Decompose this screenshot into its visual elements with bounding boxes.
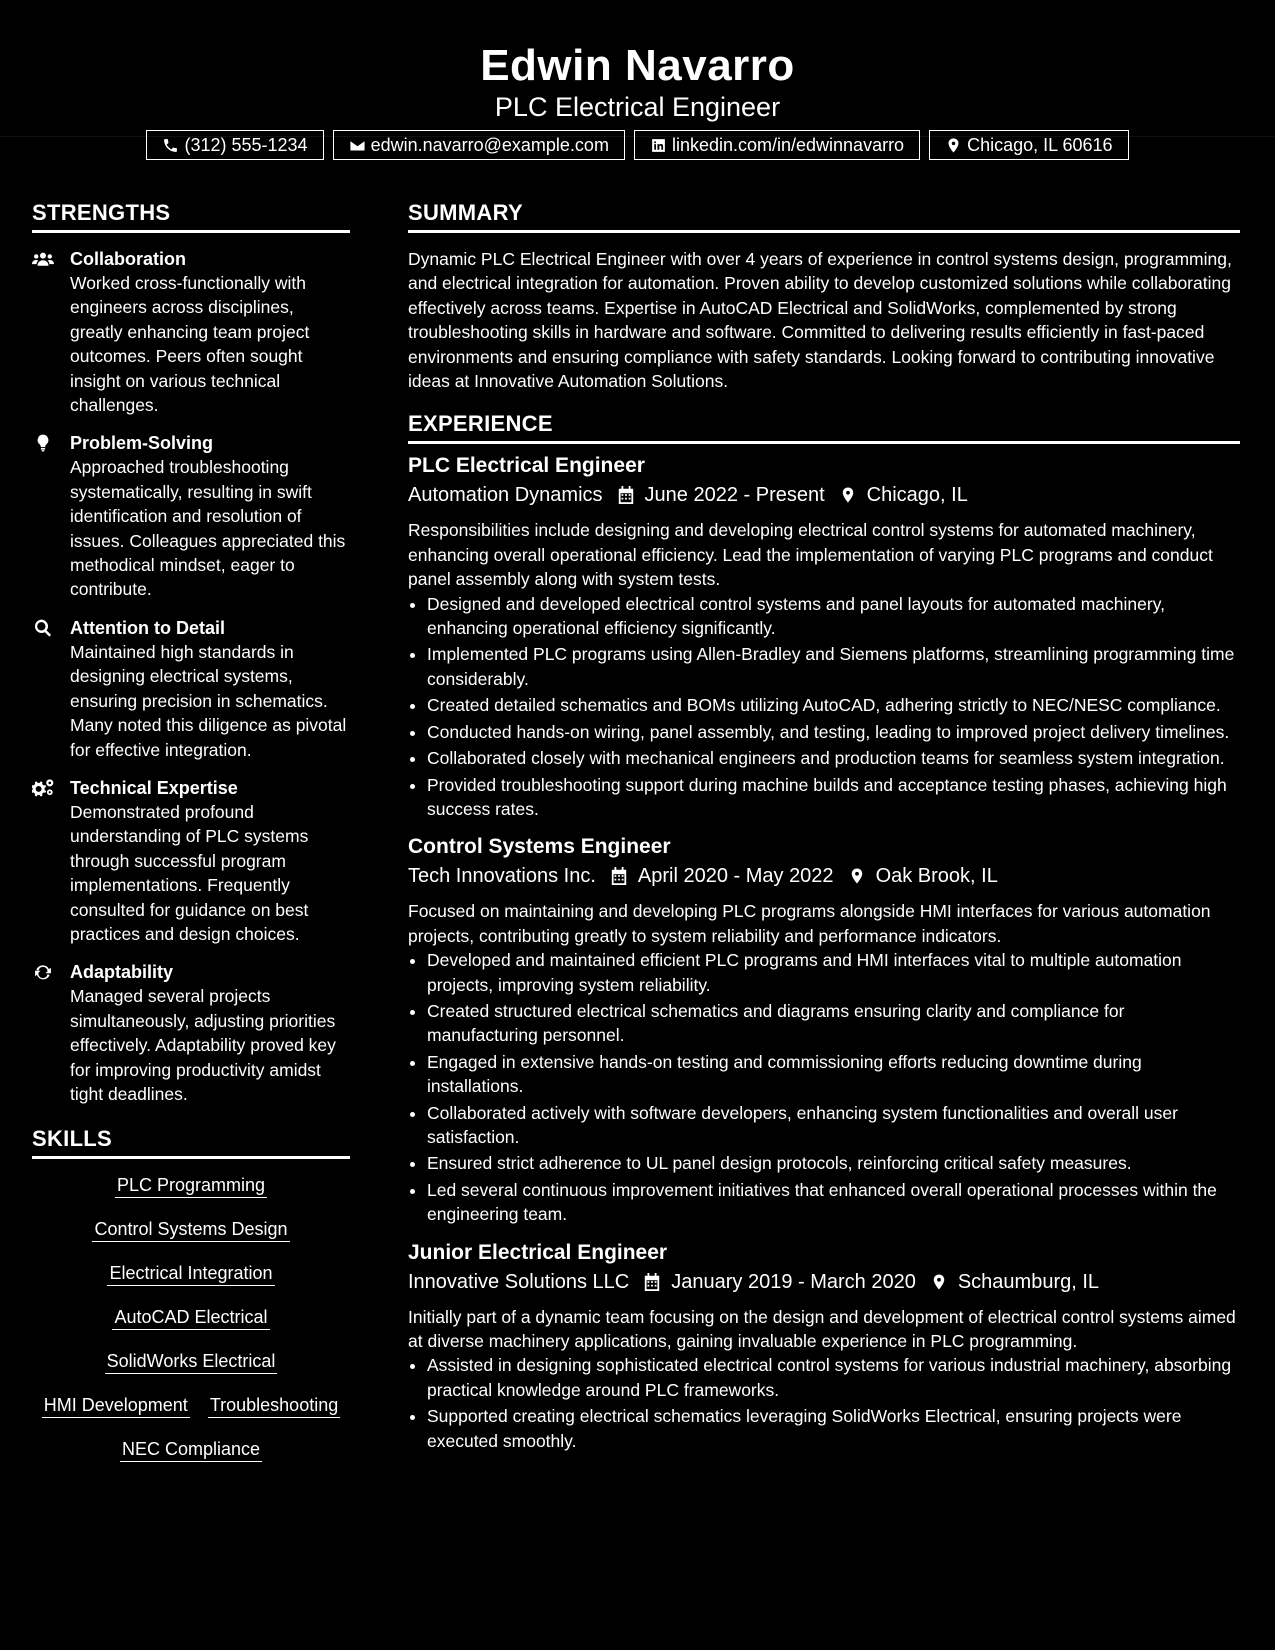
job-bullet: • Collaborated actively with software developers, enhancing system functionalities and overall user satisfaction.: [427, 1101, 1240, 1150]
strengths-heading: STRENGTHS: [32, 200, 350, 233]
search-icon: [32, 618, 54, 638]
sync-icon: [32, 962, 54, 982]
job-bullet: • Created structured electrical schematics and diagrams ensuring clarity and compliance for manufacturing personnel.: [427, 999, 1240, 1048]
lightbulb-icon: [32, 433, 54, 453]
job-meta: [408, 861, 1240, 891]
job-bullets: [408, 592, 1240, 822]
job-company: Innovative Solutions LLC: [408, 1270, 630, 1293]
phone-text: (312) 555-1234: [184, 134, 308, 155]
summary-heading: SUMMARY: [408, 200, 1240, 233]
job-bullet: • Conducted hands-on wiring, panel assembly, and testing, leading to improved project delivery timelines.: [427, 720, 1240, 744]
skill-tag: PLC Programming: [115, 1173, 267, 1198]
job-company: Tech Innovations Inc.: [408, 865, 596, 888]
skill-tag: AutoCAD Electrical: [112, 1305, 269, 1330]
job-title: Junior Electrical Engineer: [408, 1240, 668, 1264]
job-bullet: • Implemented PLC programs using Allen-Bradley and Siemens platforms, streamlining programming time considerably.: [427, 642, 1240, 691]
map-marker-icon: [930, 1272, 948, 1292]
job-entry: [408, 1239, 1240, 1453]
location-text: Chicago, IL 60616: [967, 134, 1113, 155]
strength-item: [32, 431, 350, 601]
strength-item: [32, 960, 350, 1106]
phone-icon: [162, 137, 179, 154]
contact-location[interactable]: [929, 130, 1128, 160]
strength-title: Attention to Detail: [70, 617, 225, 638]
right-column: [408, 200, 1240, 1465]
job-title: PLC Electrical Engineer: [408, 454, 645, 478]
strength-item: [32, 616, 350, 762]
skill-tag: Control Systems Design: [92, 1217, 289, 1242]
skill-tag: SolidWorks Electrical: [105, 1349, 278, 1374]
strength-item: [32, 247, 350, 417]
left-column: [32, 200, 350, 1481]
strength-title: Technical Expertise: [70, 777, 238, 798]
strength-desc: Managed several projects simultaneously, adjusting priorities effectively. Adaptability proved key for improving productivity amidst tight deadlines.: [70, 986, 336, 1104]
job-bullet: • Provided troubleshooting support during machine builds and acceptance testing phases, achieving high success rates.: [427, 773, 1240, 822]
email-text: edwin.navarro@example.com: [370, 134, 609, 155]
job-dates: January 2019 - March 2020: [671, 1270, 916, 1293]
calendar-icon: [610, 866, 628, 886]
job-dates: June 2022 - Present: [644, 484, 825, 507]
linkedin-text: linkedin.com/in/edwinnavarro: [671, 134, 905, 155]
experience-heading: EXPERIENCE: [408, 411, 1240, 444]
job-location: Oak Brook, IL: [875, 865, 998, 888]
job-meta: [408, 480, 1240, 510]
contact-linkedin[interactable]: [634, 130, 920, 160]
skills-section: [32, 1126, 350, 1462]
strength-item: [32, 776, 350, 946]
job-bullet: • Assisted in designing sophisticated electrical control systems for various industrial machinery, absorbing practical knowledge around PLC frameworks.: [427, 1353, 1240, 1402]
map-marker-icon: [848, 866, 866, 886]
job-bullets: [408, 948, 1240, 1226]
skill-tag: HMI Development: [42, 1393, 190, 1418]
gears-icon: [32, 778, 54, 798]
linkedin-icon: [650, 137, 667, 154]
job-bullet: • Ensured strict adherence to UL panel design protocols, reinforcing critical safety measures.: [427, 1151, 1240, 1175]
job-description: Responsibilities include designing and developing electrical control systems for automated machinery, enhancing overall operational efficiency. Lead the implementation of varying PLC programs and conduct panel assembly along with system tests.: [408, 520, 1213, 590]
job-bullet: • Designed and developed electrical control systems and panel layouts for automated machinery, enhancing operational efficiency significantly.: [427, 592, 1240, 641]
job-location: Schaumburg, IL: [957, 1270, 1100, 1293]
contact-email[interactable]: [333, 130, 625, 160]
strength-desc: Maintained high standards in designing electrical systems, ensuring precision in schematics. Many noted this diligence as pivotal for effective integration.: [70, 641, 347, 760]
job-title: Control Systems Engineer: [408, 835, 671, 859]
candidate-title: PLC Electrical Engineer: [494, 92, 781, 122]
job-description: Initially part of a dynamic team focusing on the design and development of electrical control systems aimed at diverse machinery applications, gaining invaluable experience in PLC programming.: [408, 1306, 1236, 1351]
contact-bar: [0, 130, 1275, 160]
summary-text: Dynamic PLC Electrical Engineer with over 4 years of experience in control systems design, programming, and electrical integration for automation. Proven ability to develop customized solutions while collaborating effectively across teams. Expertise in AutoCAD Electrical and SolidWorks, complemented by strong troubleshooting skills in hardware and software. Committed to delivering results efficiently in fast-paced environments and ensuring compliance with safety standards. Looking forward to contributing innovative ideas at Innovative Automation Solutions.: [408, 249, 1232, 392]
skills-heading: SKILLS: [32, 1126, 350, 1159]
users-icon: [32, 249, 54, 269]
job-dates: April 2020 - May 2022: [637, 865, 834, 888]
map-marker-icon: [839, 485, 857, 505]
strength-title: Problem-Solving: [70, 433, 214, 454]
map-marker-icon: [945, 137, 962, 154]
job-company: Automation Dynamics: [408, 484, 603, 507]
job-bullet: • Created detailed schematics and BOMs utilizing AutoCAD, adhering strictly to NEC/NESC compliance.: [427, 693, 1240, 717]
skill-tag: Electrical Integration: [107, 1261, 274, 1286]
job-bullets: [408, 1353, 1240, 1453]
calendar-icon: [617, 485, 635, 505]
job-bullet: • Supported creating electrical schematics leveraging SolidWorks Electrical, ensuring projects were executed smoothly.: [427, 1404, 1240, 1453]
strength-desc: Approached troubleshooting systematically, resulting in swift identification and resolution of issues. Colleagues appreciated this methodical mindset, eager to contribute.: [70, 457, 346, 600]
job-entry: [408, 833, 1240, 1226]
job-entry: [408, 452, 1240, 821]
strength-title: Adaptability: [70, 962, 174, 983]
skill-tag: Troubleshooting: [208, 1393, 340, 1418]
envelope-icon: [349, 137, 366, 154]
strength-title: Collaboration: [70, 249, 186, 269]
job-description: Focused on maintaining and developing PLC programs alongside HMI interfaces for various automation projects, contributing greatly to system reliability and performance indicators.: [408, 901, 1211, 946]
candidate-name: Edwin Navarro: [480, 41, 795, 90]
job-location: Chicago, IL: [866, 484, 968, 507]
strength-desc: Worked cross-functionally with engineers across disciplines, greatly enhancing team project outcomes. Peers often sought insight on various technical challenges.: [70, 273, 310, 416]
job-bullet: • Developed and maintained efficient PLC programs and HMI interfaces vital to multiple automation projects, improving system reliability.: [427, 948, 1240, 997]
job-bullet: • Collaborated closely with mechanical engineers and production teams for seamless system integration.: [427, 746, 1240, 770]
job-bullet: • Engaged in extensive hands-on testing and commissioning efforts reducing downtime during installations.: [427, 1050, 1240, 1099]
resume-header: [0, 0, 1275, 155]
calendar-icon: [643, 1272, 661, 1292]
job-meta: [408, 1267, 1240, 1297]
job-list: [408, 452, 1240, 1453]
job-bullet: • Led several continuous improvement initiatives that enhanced overall operational processes within the engineering team.: [427, 1178, 1240, 1227]
skill-tag: NEC Compliance: [120, 1437, 262, 1462]
strength-desc: Demonstrated profound understanding of PLC systems through successful program implementations. Frequently consulted for guidance on best practices and design choices.: [70, 801, 309, 944]
contact-phone[interactable]: [146, 130, 323, 160]
